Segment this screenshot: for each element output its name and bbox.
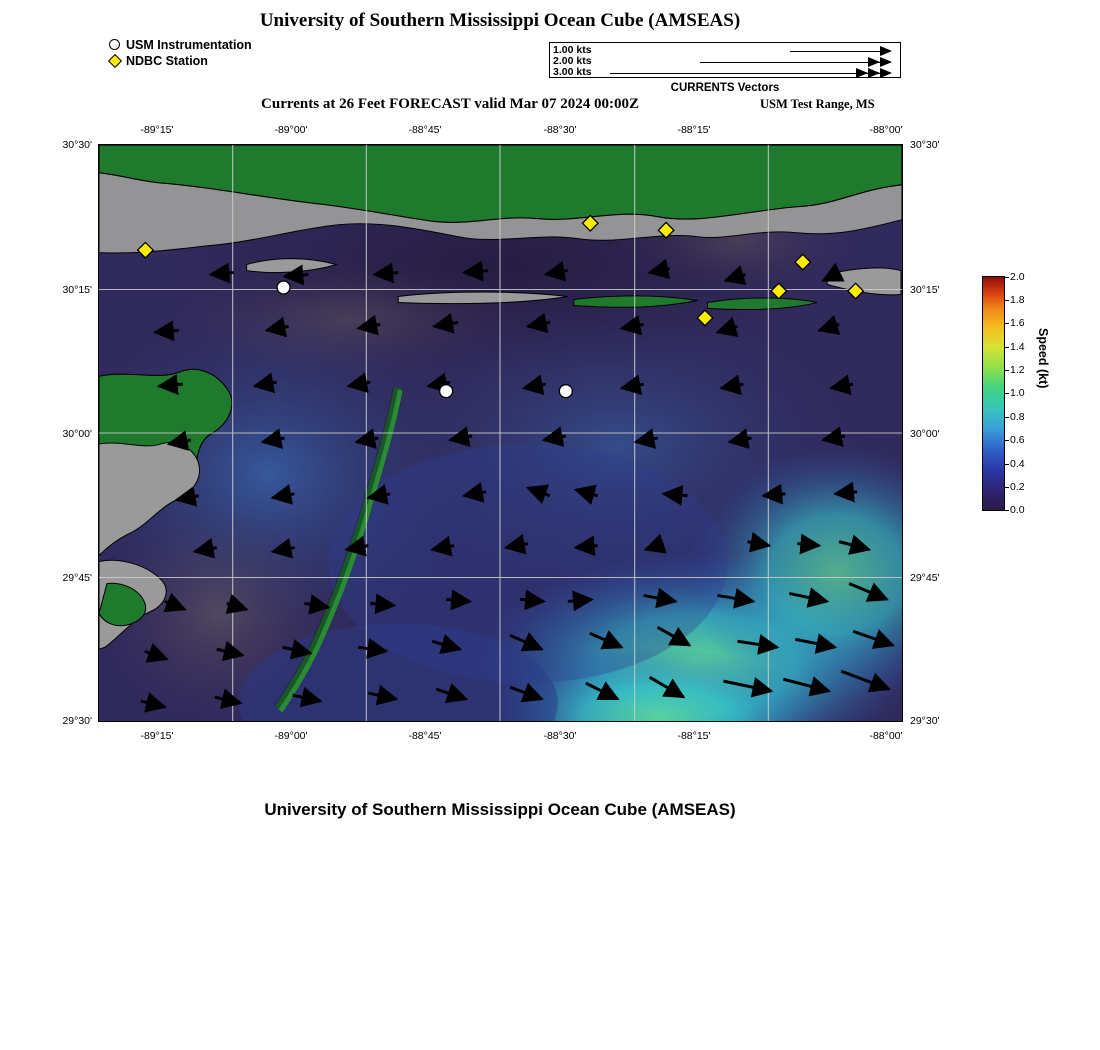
colorbar-tick-label: 1.6	[1010, 317, 1025, 329]
vector-shaft	[700, 62, 880, 63]
axis-label-lat-right: 29°45'	[910, 572, 940, 584]
diamond-marker-icon	[108, 54, 126, 69]
usm-instrumentation-marker	[440, 385, 453, 398]
axis-label-lon-top: -89°15'	[140, 124, 174, 136]
colorbar-tick-label: 0.6	[1010, 434, 1025, 446]
axis-label-lon-top: -89°00'	[274, 124, 308, 136]
vector-key-label: 3.00 kts	[553, 66, 592, 78]
circle-marker-icon	[108, 38, 126, 53]
colorbar-tick-label: 0.8	[1010, 411, 1025, 423]
axis-label-lon-bottom: -88°00'	[869, 730, 903, 742]
axis-label-lon-top: -88°00'	[869, 124, 903, 136]
vector-shaft	[790, 51, 880, 52]
usm-instrumentation-marker	[559, 385, 572, 398]
vector-arrowhead-icon	[868, 57, 880, 67]
usm-instrumentation-marker	[277, 281, 290, 294]
axis-label-lat-right: 29°30'	[910, 715, 940, 727]
colorbar-tick-label: 0.2	[1010, 481, 1025, 493]
axis-label-lat-left: 30°30'	[62, 139, 92, 151]
vector-key-label: 1.00 kts	[553, 44, 592, 56]
axis-label-lat-right: 30°00'	[910, 428, 940, 440]
range-label: USM Test Range, MS	[760, 97, 875, 111]
colorbar-tick-label: 1.8	[1010, 294, 1025, 306]
colorbar-tick-label: 1.0	[1010, 387, 1025, 399]
map-plot-area[interactable]	[98, 144, 903, 722]
map-canvas	[99, 145, 902, 721]
legend-item-label: USM Instrumentation	[126, 38, 252, 52]
vector-arrowhead-icon	[880, 46, 892, 56]
axis-label-lon-bottom: -89°15'	[140, 730, 174, 742]
vector-arrowhead-icon	[880, 57, 892, 67]
legend-item-usm	[108, 38, 252, 53]
legend-item-label: NDBC Station	[126, 54, 208, 68]
colorbar-tick-label: 0.0	[1010, 504, 1025, 516]
vector-arrowhead-icon	[880, 68, 892, 78]
page-title: University of Southern Mississippi Ocean Cube (AMSEAS)	[259, 10, 741, 31]
colorbar-tick-label: 2.0	[1010, 271, 1025, 283]
axis-label-lon-bottom: -88°15'	[677, 730, 711, 742]
map-subtitle: Currents at 26 Feet FORECAST valid Mar 07 2024 00:00Z	[261, 96, 639, 112]
vector-key-caption: CURRENTS Vectors	[670, 82, 780, 94]
vector-scale-key	[549, 42, 901, 78]
footer-title: University of Southern Mississippi Ocean Cube (AMSEAS)	[264, 800, 736, 819]
colorbar-gradient	[982, 276, 1005, 511]
axis-label-lon-top: -88°30'	[543, 124, 577, 136]
vector-key-row-3	[550, 67, 900, 79]
axis-label-lat-right: 30°30'	[910, 139, 940, 151]
vector-key-label: 2.00 kts	[553, 55, 592, 67]
axis-label-lon-top: -88°45'	[408, 124, 442, 136]
vector-shaft	[610, 73, 880, 74]
axis-label-lat-left: 30°15'	[62, 284, 92, 296]
colorbar-title: Speed (kt)	[1036, 328, 1050, 389]
legend-item-ndbc	[108, 54, 252, 69]
axis-label-lon-top: -88°15'	[677, 124, 711, 136]
axis-label-lon-bottom: -88°45'	[408, 730, 442, 742]
axis-label-lat-right: 30°15'	[910, 284, 940, 296]
marker-legend	[108, 38, 252, 70]
axis-label-lat-left: 30°00'	[62, 428, 92, 440]
colorbar-tick-label: 1.2	[1010, 364, 1025, 376]
axis-label-lon-bottom: -89°00'	[274, 730, 308, 742]
vector-arrowhead-icon	[856, 68, 868, 78]
vector-arrowhead-icon	[868, 68, 880, 78]
colorbar-tick-label: 0.4	[1010, 458, 1025, 470]
axis-label-lat-left: 29°45'	[62, 572, 92, 584]
axis-label-lat-left: 29°30'	[62, 715, 92, 727]
axis-label-lon-bottom: -88°30'	[543, 730, 577, 742]
colorbar-tick-label: 1.4	[1010, 341, 1025, 353]
